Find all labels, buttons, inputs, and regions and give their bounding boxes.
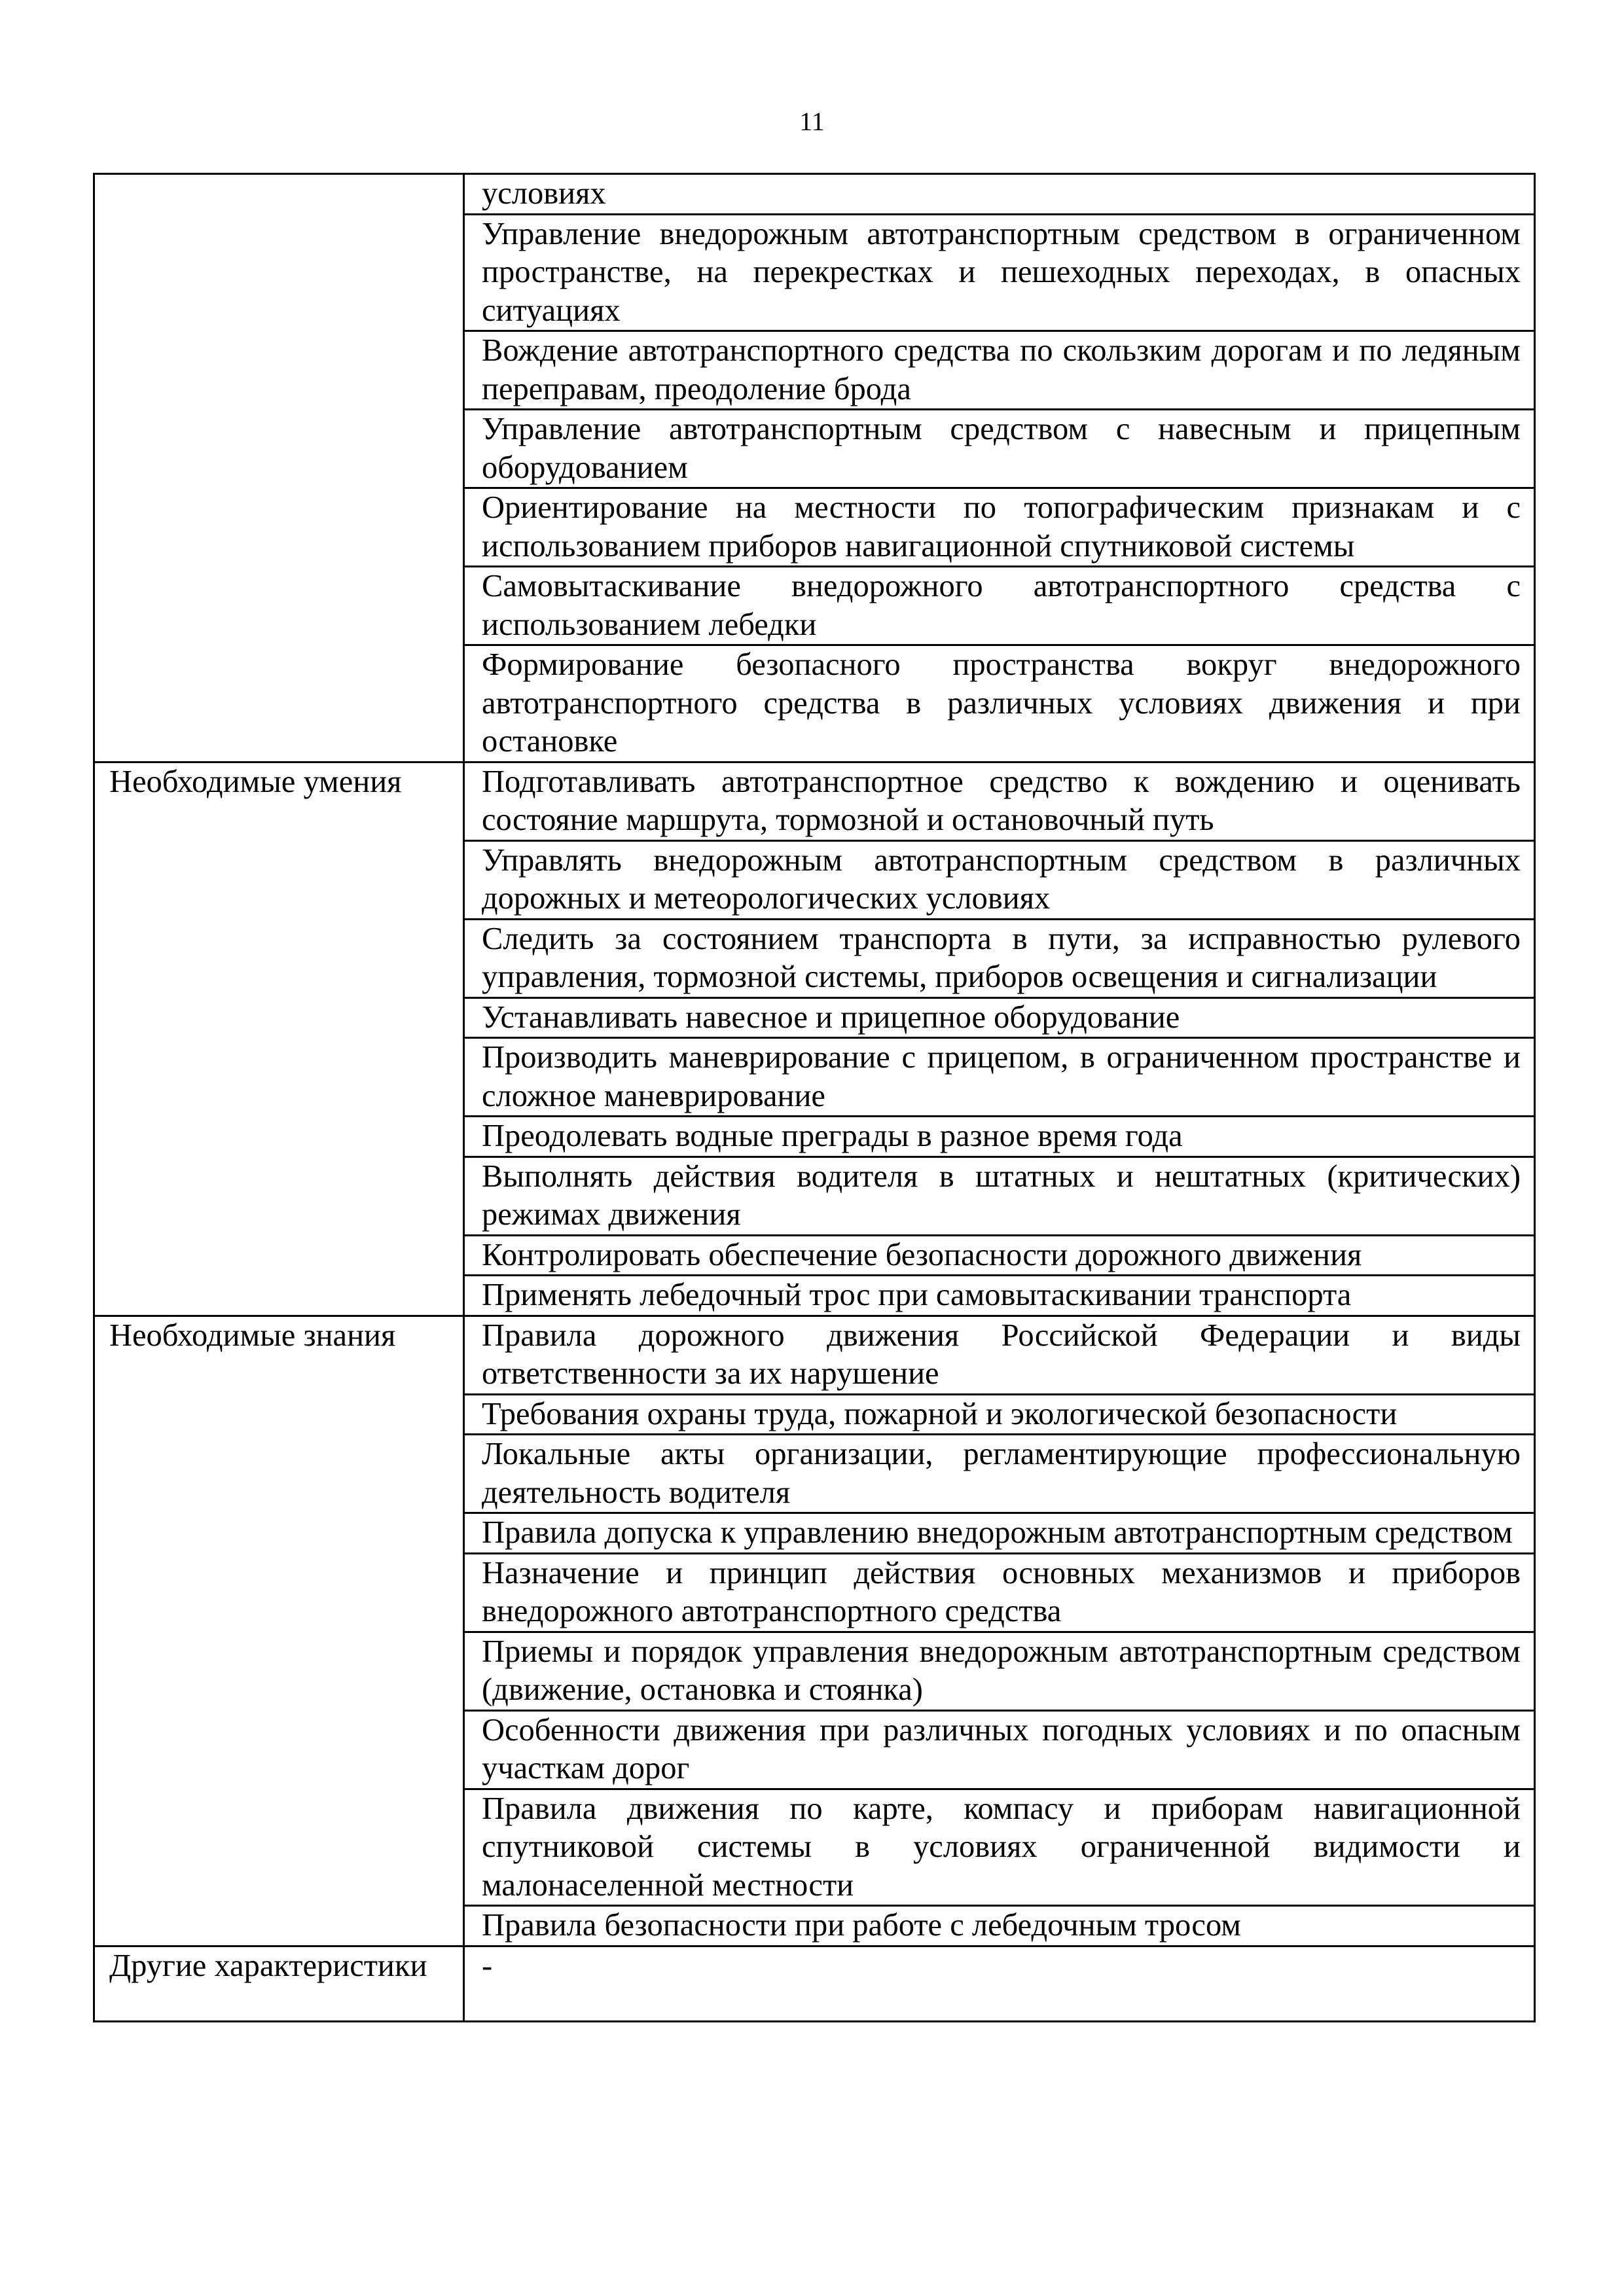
table-cell: Контролировать обеспечение безопасности дорожного движения — [464, 1235, 1535, 1276]
table-cell: Ориентирование на местности по топографическим признакам и с использованием приборов навигационной спутниковой системы — [464, 488, 1535, 567]
table-cell: Применять лебедочный трос при самовытаскивании транспорта — [464, 1276, 1535, 1316]
table-cell: Назначение и принцип действия основных механизмов и приборов внедорожного автотранспортного средства — [464, 1553, 1535, 1632]
table-cell: Управление внедорожным автотранспортным средством в ограниченном пространстве, на перекрестках и пешеходных переходах, в опасных ситуациях — [464, 214, 1535, 331]
table-cell: - — [464, 1946, 1535, 2021]
table-cell: Формирование безопасного пространства вокруг внедорожного автотранспортного средства в различных условиях движения и при остановке — [464, 645, 1535, 762]
table-cell: Локальные акты организации, регламентирующие профессиональную деятельность водителя — [464, 1435, 1535, 1513]
table-cell: условиях — [464, 174, 1535, 215]
table-cell: Управлять внедорожным автотранспортным средством в различных дорожных и метеорологических условиях — [464, 840, 1535, 919]
table-cell: Выполнять действия водителя в штатных и нештатных (критических) режимах движения — [464, 1157, 1535, 1235]
table-cell: Правила безопасности при работе с лебедочным тросом — [464, 1906, 1535, 1946]
table-row — [94, 174, 1535, 215]
labor-actions-label-cell — [94, 174, 464, 762]
skills-label: Необходимые умения — [94, 762, 464, 1316]
table-cell: Следить за состоянием транспорта в пути, за исправностью рулевого управления, тормозной системы, приборов освещения и сигнализации — [464, 919, 1535, 997]
table-cell: Приемы и порядок управления внедорожным автотранспортным средством (движение, остановка и стоянка) — [464, 1632, 1535, 1710]
table-cell: Правила движения по карте, компасу и приборам навигационной спутниковой системы в условиях ограниченной видимости и малонаселенной местности — [464, 1789, 1535, 1906]
table-cell: Подготавливать автотранспортное средство к вождению и оценивать состояние маршрута, тормозной и остановочный путь — [464, 762, 1535, 840]
table-cell: Самовытаскивание внедорожного автотранспортного средства с использованием лебедки — [464, 567, 1535, 645]
table-row — [94, 1946, 1535, 2021]
table-cell: Требования охраны труда, пожарной и экологической безопасности — [464, 1394, 1535, 1435]
table-row — [94, 1316, 1535, 1394]
table-cell: Вождение автотранспортного средства по скользким дорогам и по ледяным переправам, преодоление брода — [464, 331, 1535, 410]
table-cell: Преодолевать водные преграды в разное время года — [464, 1117, 1535, 1157]
characteristics-table — [93, 173, 1536, 2022]
table-cell: Устанавливать навесное и прицепное оборудование — [464, 997, 1535, 1038]
table-cell: Особенности движения при различных погодных условиях и по опасным участкам дорог — [464, 1710, 1535, 1789]
table-cell: Управление автотранспортным средством с навесным и прицепным оборудованием — [464, 410, 1535, 488]
table-row — [94, 762, 1535, 840]
table-cell: Правила дорожного движения Российской Федерации и виды ответственности за их нарушение — [464, 1316, 1535, 1394]
other-characteristics-label: Другие характеристики — [94, 1946, 464, 2021]
knowledge-label: Необходимые знания — [94, 1316, 464, 1946]
table-cell: Производить маневрирование с прицепом, в ограниченном пространстве и сложное маневрирование — [464, 1038, 1535, 1117]
page-number: 11 — [799, 107, 825, 136]
table-cell: Правила допуска к управлению внедорожным автотранспортным средством — [464, 1513, 1535, 1554]
